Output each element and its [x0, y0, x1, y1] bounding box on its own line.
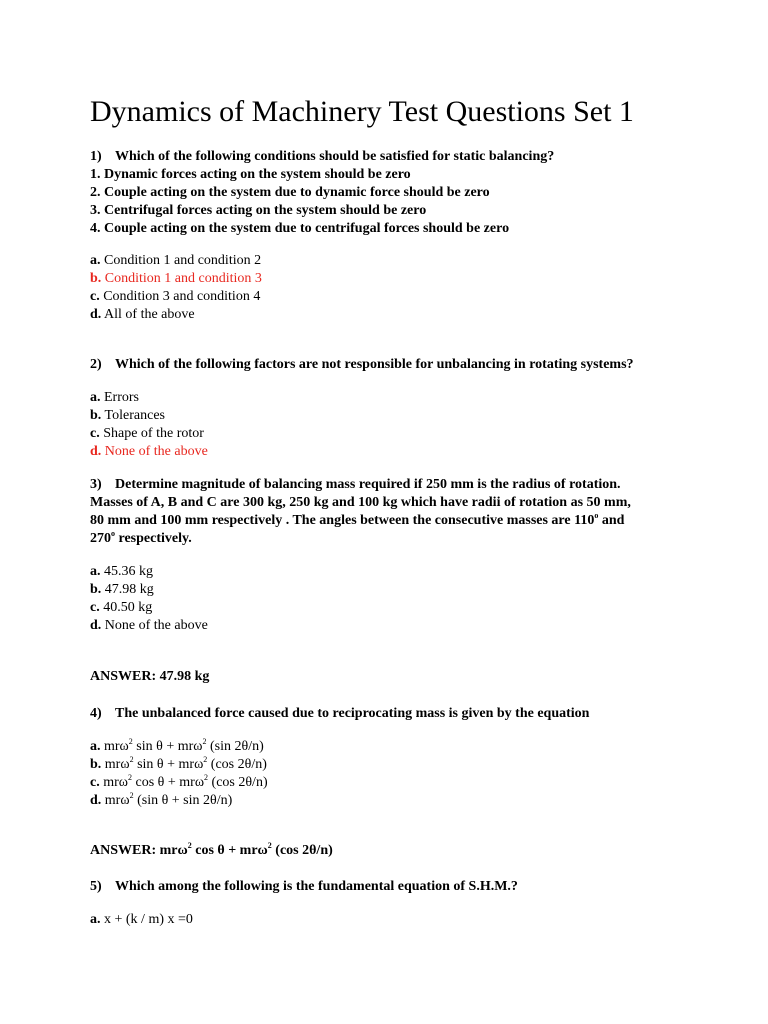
question-4-options [90, 738, 730, 810]
condition-3: 3. Centrifugal forces acting on the system should be zero [90, 203, 427, 218]
q3-option-d: d. None of the above [90, 618, 208, 633]
q4-option-a: a. mrω$^2$ sin θ + mrω$^2$ (sin 2θ/n) [90, 737, 264, 754]
question-5-text: 5) Which among the following is the fundamental equation of S.H.M.? [90, 879, 518, 894]
question-4-answer: ANSWER: mrω$^2$ cos θ + mrω$^2$ (cos 2θ/n) [90, 841, 333, 858]
q3-option-a: a. 45.36 kg [90, 564, 153, 579]
question-1-options [90, 252, 730, 324]
condition-4: 4. Couple acting on the system due to centrifugal forces should be zero [90, 221, 510, 236]
q1-option-c: c. Condition 3 and condition 4 [90, 289, 261, 304]
question-5 [90, 878, 730, 896]
q3-option-c: c. 40.50 kg [90, 600, 153, 615]
q4-option-c: c. mrω$^2$ cos θ + mrω$^2$ (cos 2θ/n) [90, 773, 268, 790]
document-title: Dynamics of Machinery Test Questions Set 1 [90, 95, 634, 128]
question-4 [90, 705, 730, 723]
q4-option-b: b. mrω$^2$ sin θ + mrω$^2$ (cos 2θ/n) [90, 755, 267, 772]
question-3-options [90, 563, 730, 635]
q1-option-b-correct: b. Condition 1 and condition 3 [90, 271, 262, 286]
q2-option-b: b. Tolerances [90, 408, 165, 423]
question-3-answer: ANSWER: 47.98 kg [90, 669, 210, 684]
question-3-line-4: 270$^o$ respectively. [90, 529, 192, 546]
question-1 [90, 148, 730, 238]
question-4-text: 4) The unbalanced force caused due to reciprocating mass is given by the equation [90, 706, 590, 721]
q3-option-b: b. 47.98 kg [90, 582, 154, 597]
q2-option-c: c. Shape of the rotor [90, 426, 204, 441]
q2-option-d-correct: d. None of the above [90, 444, 208, 459]
condition-2: 2. Couple acting on the system due to dynamic force should be zero [90, 185, 490, 200]
question-3-line-3: 80 mm and 100 mm respectively . The angles between the consecutive masses are 110$^o$ and [90, 511, 625, 528]
q1-option-a: a. Condition 1 and condition 2 [90, 253, 262, 268]
question-3 [90, 476, 730, 548]
condition-1: 1. Dynamic forces acting on the system should be zero [90, 167, 411, 182]
q4-option-d: d. mrω$^2$ (sin θ + sin 2θ/n) [90, 791, 233, 808]
question-2 [90, 356, 730, 374]
question-3-line-1: 3) Determine magnitude of balancing mass required if 250 mm is the radius of rotation. [90, 477, 621, 492]
question-1-text: 1) Which of the following conditions should be satisfied for static balancing? [90, 149, 555, 164]
question-3-line-2: Masses of A, B and C are 300 kg, 250 kg and 100 kg which have radii of rotation as 50 mm, [90, 495, 631, 510]
question-2-options [90, 389, 730, 461]
q2-option-a: a. Errors [90, 390, 139, 405]
question-2-text: 2) Which of the following factors are not responsible for unbalancing in rotating systems? [90, 357, 634, 372]
q1-option-d: d. All of the above [90, 307, 195, 322]
question-5-options [90, 911, 730, 929]
q5-option-a: a. x + (k / m) x =0 [90, 912, 193, 927]
